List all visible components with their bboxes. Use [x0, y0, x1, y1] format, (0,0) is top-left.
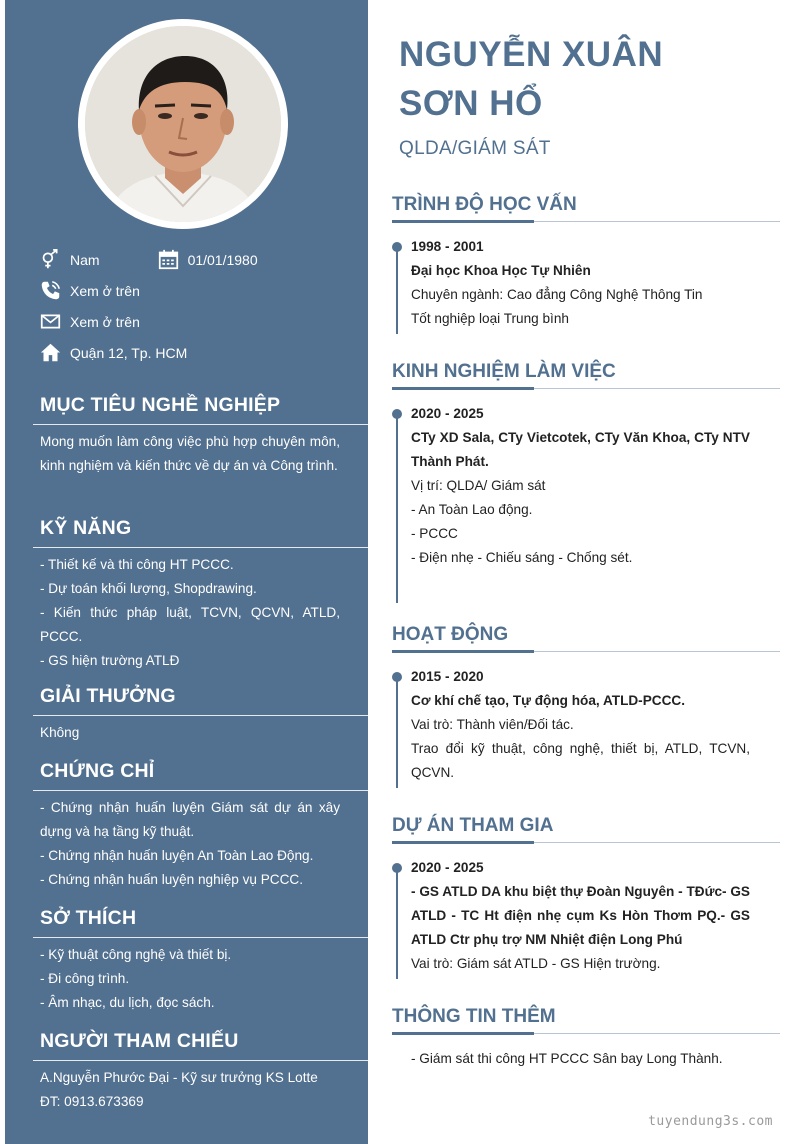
projects-role: Vai trò: Giám sát ATLD - GS Hiện trường. [411, 956, 661, 971]
education-grade: Tốt nghiệp loại Trung bình [411, 311, 569, 326]
activities-desc: Trao đổi kỹ thuật, công nghệ, thiết bị, ATLD, TCVN, QCVN. [411, 741, 750, 780]
skills-title: KỸ NĂNG [40, 517, 132, 539]
phone-value: Xem ở trên [70, 282, 140, 299]
contact-row-phone [40, 275, 360, 306]
projects-timeline [396, 867, 398, 979]
experience-entry [411, 402, 750, 570]
activities-title: HOẠT ĐỘNG [392, 624, 509, 645]
list-item: - Chứng nhận huấn luyện nghiệp vụ PCCC. [40, 872, 304, 887]
list-item: - Điện nhẹ - Chiếu sáng - Chống sét. [411, 550, 633, 565]
projects-divider-accent [392, 841, 534, 844]
additional-title: THÔNG TIN THÊM [392, 1006, 556, 1027]
list-item: - Dự toán khối lượng, Shopdrawing. [40, 581, 257, 596]
dob-group [158, 249, 258, 271]
hobbies-list [40, 943, 340, 1015]
gender-value: Nam [70, 251, 100, 268]
activities-divider-accent [392, 650, 534, 653]
additional-text: - Giám sát thi công HT PCCC Sân bay Long Thành. [411, 1051, 723, 1066]
activities-entry [411, 665, 750, 785]
projects-desc: - GS ATLD DA khu biệt thự Đoàn Nguyên - TĐức- GS ATLD - TC Ht điện nhẹ cụm Ks Hòn Thơm PQ.- GS ATLD Ctr phụ trợ NM Nhiệt điện Long Phú [411, 884, 750, 947]
envelope-icon [40, 311, 70, 333]
objective-title: MỤC TIÊU NGHỀ NGHIỆP [40, 394, 281, 416]
projects-title: DỰ ÁN THAM GIA [392, 815, 554, 836]
references-divider [33, 1060, 368, 1061]
list-item: - Kiến thức pháp luật, TCVN, QCVN, ATLD, PCCC. [40, 605, 340, 644]
education-major: Chuyên ngành: Cao đẳng Công Nghệ Thông Tin [411, 287, 703, 302]
list-item: - Kỹ thuật công nghệ và thiết bị. [40, 947, 232, 962]
awards-divider [33, 715, 368, 716]
experience-timeline-dot [392, 409, 402, 419]
activities-period: 2015 - 2020 [411, 669, 484, 684]
activities-org: Cơ khí chế tạo, Tự động hóa, ATLD-PCCC. [411, 693, 686, 708]
list-item: - GS hiện trường ATLĐ [40, 653, 180, 668]
gender-icon [40, 249, 70, 271]
list-item: - Thiết kế và thi công HT PCCC. [40, 557, 234, 572]
activities-role: Vai trò: Thành viên/Đối tác. [411, 717, 574, 732]
contact-row-email [40, 306, 360, 337]
hobbies-title: SỞ THÍCH [40, 907, 137, 929]
certificates-list [40, 796, 340, 892]
objective-text: Mong muốn làm công việc phù hợp chuyên môn, kinh nghiệm và kiến thức về dự án và Công trình. [40, 434, 340, 473]
list-item: - Chứng nhận huấn luyện Giám sát dự án xây dựng và hạ tầng kỹ thuật. [40, 800, 340, 839]
list-item: ĐT: 0913.673369 [40, 1094, 144, 1109]
address-value: Quận 12, Tp. HCM [70, 344, 188, 361]
certificates-title: CHỨNG CHỈ [40, 760, 155, 782]
experience-companies: CTy XD Sala, CTy Vietcotek, CTy Văn Khoa, CTy NTV Thành Phát. [411, 430, 750, 469]
objective-divider [33, 424, 368, 425]
contact-row-address [40, 337, 360, 368]
list-item: - Âm nhạc, du lịch, đọc sách. [40, 995, 215, 1010]
education-timeline [396, 246, 398, 334]
experience-timeline [396, 413, 398, 603]
profile-photo [78, 19, 288, 229]
projects-entry [411, 856, 750, 976]
references-list [40, 1066, 360, 1114]
education-school: Đại học Khoa Học Tự Nhiên [411, 263, 591, 278]
awards-title: GIẢI THƯỞNG [40, 685, 176, 707]
education-timeline-dot [392, 242, 402, 252]
references-title: NGƯỜI THAM CHIẾU [40, 1030, 239, 1052]
watermark: tuyendung3s.com [648, 1114, 773, 1129]
skills-divider [33, 547, 368, 548]
main-content [368, 0, 800, 1144]
contact-row-gender [40, 244, 360, 275]
list-item: - PCCC [411, 526, 458, 541]
experience-position: Vị trí: QLDA/ Giám sát [411, 478, 546, 493]
list-item: - Đi công trình. [40, 971, 130, 986]
education-entry [411, 235, 750, 331]
education-title: TRÌNH ĐỘ HỌC VẤN [392, 194, 577, 215]
projects-period: 2020 - 2025 [411, 860, 484, 875]
additional-entry [411, 1047, 750, 1071]
skills-list [40, 553, 340, 673]
projects-timeline-dot [392, 863, 402, 873]
contact-info [40, 244, 360, 368]
calendar-icon [158, 249, 188, 271]
activities-timeline [396, 676, 398, 788]
list-item: - Chứng nhận huấn luyện An Toàn Lao Động. [40, 848, 314, 863]
hobbies-divider [33, 937, 368, 938]
full-name: NGUYỄN XUÂN SƠN HỔ [399, 35, 664, 123]
email-value: Xem ở trên [70, 313, 140, 330]
additional-divider-accent [392, 1032, 534, 1035]
experience-divider-accent [392, 387, 534, 390]
activities-timeline-dot [392, 672, 402, 682]
education-period: 1998 - 2001 [411, 239, 484, 254]
job-title: QLDA/GIÁM SÁT [399, 138, 551, 159]
list-item: A.Nguyễn Phước Đại - Kỹ sư trưởng KS Lotte [40, 1070, 318, 1085]
awards-text: Không [40, 725, 80, 740]
avatar [85, 26, 281, 222]
dob-value: 01/01/1980 [187, 251, 258, 268]
list-item: - An Toàn Lao động. [411, 502, 533, 517]
experience-period: 2020 - 2025 [411, 406, 484, 421]
phone-icon [40, 280, 70, 302]
education-divider-accent [392, 220, 534, 223]
home-icon [40, 342, 70, 364]
sidebar [5, 0, 368, 1144]
certificates-divider [33, 790, 368, 791]
experience-title: KINH NGHIỆM LÀM VIỆC [392, 361, 616, 382]
